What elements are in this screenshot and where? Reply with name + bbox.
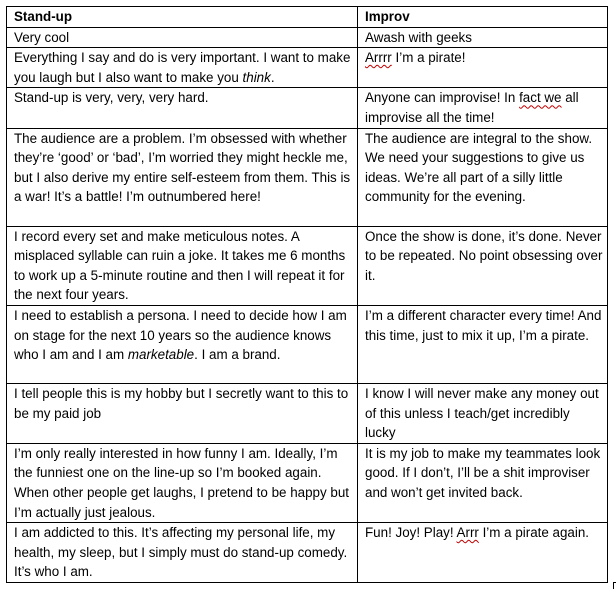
cell-text: Everything I say and do is very important. I want to make you laugh but I also want to make you [14, 50, 351, 85]
comparison-table [6, 6, 608, 583]
cell-text: Anyone can improvise! In [365, 90, 520, 106]
improv-cell [358, 27, 608, 48]
cell-text: Stand-up is very, very, very hard. [14, 90, 209, 106]
table-row [7, 128, 608, 226]
emphasis-text: marketable [127, 347, 195, 363]
cell-text: Once the show is done, it’s done. Never to be repeated. No point obsessing over it. [365, 228, 603, 283]
table-body [7, 27, 608, 582]
cell-text: I’m a pirate! [391, 50, 466, 66]
table-row [7, 523, 608, 583]
improv-cell [358, 48, 608, 88]
table-row [7, 383, 608, 443]
cell-text: I’m a different character every time! And this time, just to mix it up, I’m a pirate. [365, 307, 602, 343]
cell-text: The audience are integral to the show. We need your suggestions to give us ideas. We’re all part of a silly little community for the evening. [365, 130, 593, 205]
emphasis-text: think [242, 69, 271, 85]
header-row [7, 7, 608, 28]
improv-cell [358, 88, 608, 128]
cell-text: . I am a brand. [194, 347, 281, 363]
cell-text: It is my job to make my teammates look good. If I don’t, I’ll be a shit improviser and won’t get invited back. [365, 445, 601, 500]
improv-cell [358, 128, 608, 226]
standup-cell [7, 305, 358, 383]
improv-cell [358, 383, 608, 443]
table-row [7, 88, 608, 128]
table-row [7, 443, 608, 522]
improv-cell [358, 523, 608, 583]
spellcheck-flagged-text: fact we [519, 90, 562, 106]
cell-text: I am addicted to this. It’s affecting my personal life, my health, my sleep, but I simply must do stand-up comedy. It’s who I am. [14, 525, 348, 580]
cell-text: I need to establish a persona. I need to decide how I am on stage for the next 10 years so the audience knows who I am and I am [14, 307, 347, 363]
cell-text: . [270, 69, 275, 85]
table-row [7, 27, 608, 48]
header-standup: Stand-up [7, 7, 358, 28]
standup-cell [7, 226, 358, 305]
cell-text: The audience are a problem. I’m obsessed with whether they’re ‘good’ or ‘bad’, I’m worried they might heckle me, but I also derive my entire self-esteem from them. This is a war! It’s a battle! I’m outnumbered here! [14, 130, 351, 205]
spellcheck-flagged-text: Arrr [456, 525, 479, 541]
improv-cell [358, 443, 608, 522]
cell-text: Very cool [14, 29, 70, 45]
standup-cell [7, 88, 358, 128]
standup-cell [7, 443, 358, 522]
cell-text: I’m only really interested in how funny I am. Ideally, I’m the funniest one on the line-up so I’m booked again. When other people get laughs, I pretend to be happy but I’m actually just jealous. [14, 445, 350, 520]
improv-cell [358, 226, 608, 305]
document-page [6, 6, 608, 583]
standup-cell [7, 128, 358, 226]
cell-text: all improvise all the time! [365, 90, 579, 125]
table-row [7, 226, 608, 305]
standup-cell [7, 27, 358, 48]
standup-cell [7, 523, 358, 583]
cell-text: I know I will never make any money out of this unless I teach/get incredibly lucky [365, 385, 599, 441]
table-row [7, 305, 608, 383]
cell-text: I record every set and make meticulous notes. A misplaced syllable can ruin a joke. It takes me 6 months to work up a 5-minute routine and then I will repeat it for the next four years. [14, 228, 346, 303]
table-row [7, 48, 608, 88]
cell-text: I tell people this is my hobby but I secretly want to this to be my paid job [14, 385, 349, 421]
improv-cell [358, 305, 608, 383]
standup-cell [7, 383, 358, 443]
standup-cell [7, 48, 358, 88]
spellcheck-flagged-text: Arrrr [365, 50, 392, 66]
header-improv: Improv [358, 7, 608, 28]
cell-text: I’m a pirate again. [478, 525, 590, 541]
cell-text: Awash with geeks [365, 29, 472, 45]
cell-text: Fun! Joy! Play! [365, 525, 457, 541]
